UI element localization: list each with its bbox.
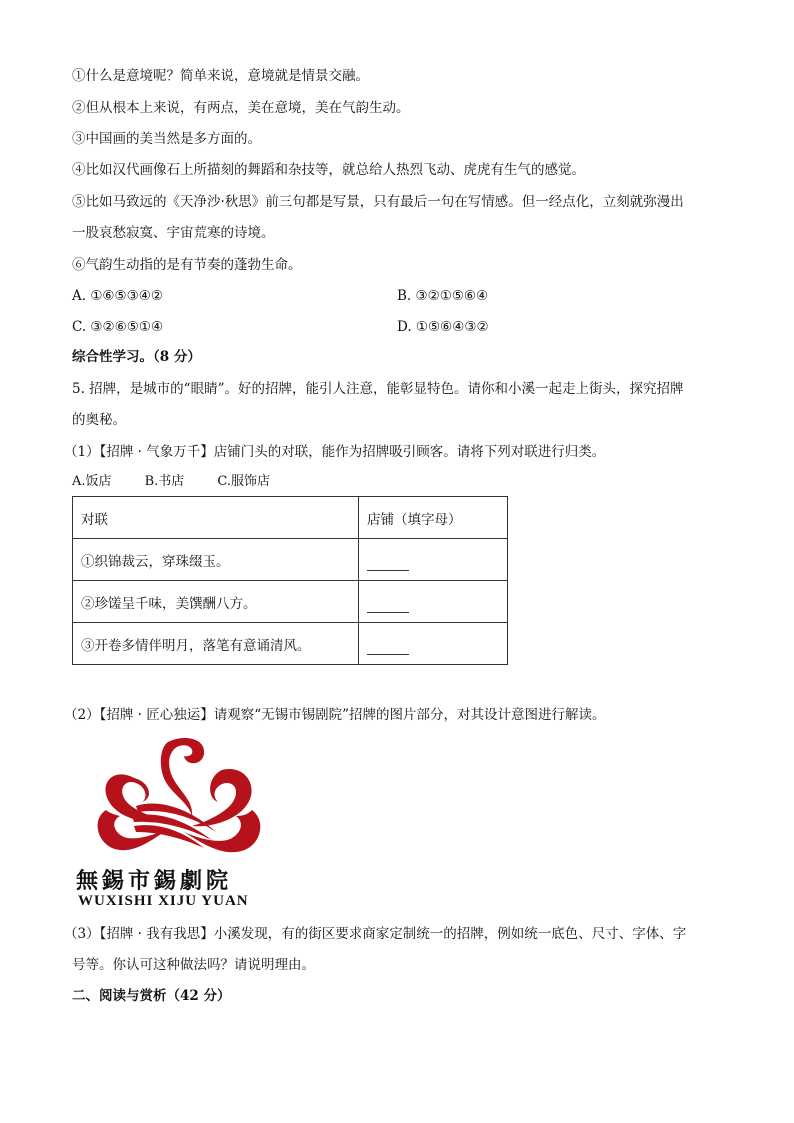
question-5-intro-line-1: 5. 招牌，是城市的“眼睛”。好的招牌，能引人注意，能彰显特色。请你和小溪一起走上街头，探究招牌 [72,381,684,397]
sentence-4: ④比如汉代画像石上所描刻的舞蹈和杂技等，就总给人热烈飞动、虎虎有生气的感觉。 [72,162,585,178]
table-row [73,581,508,623]
option-c[interactable]: C. ③②⑥⑤①④ [72,319,164,335]
sentence-5: ⑤比如马致远的《天净沙·秋思》前三句都是写景，只有最后一句在写情感。但一经点化，立刻就弥漫出 [72,194,684,210]
table-header-row [73,497,508,539]
answer-cell-1[interactable] [359,539,508,581]
section-heading-comprehensive: 综合性学习。（8 分） [72,349,201,365]
question-5-part-3-line-2: 号等。你认可这种做法吗？请说明理由。 [72,957,315,973]
header-shop: 店铺（填字母） [359,497,508,539]
answer-cell-3[interactable] [359,623,508,665]
question-5-part-3-line-1: （3）【招牌 · 我有我思】小溪发现，有的街区要求商家定制统一的招牌，例如统一底色、尺寸、字体、字 [64,926,687,942]
sentence-5-continued: 一股哀愁寂寞、宇宙荒寒的诗境。 [72,225,275,241]
shop-choices: A.饭店 B.书店 C.服饰店 [72,474,270,489]
sentence-6: ⑥气韵生动指的是有节奏的蓬勃生命。 [72,257,302,273]
logo-english-name: WUXISHI XIJU YUAN [78,893,249,909]
option-d[interactable]: D. ①⑤⑥④③② [397,319,489,335]
question-5-part-1: （1）【招牌 · 气象万千】店铺门头的对联，能作为招牌吸引顾客。请将下列对联进行归类。 [64,444,606,460]
answer-blank[interactable] [367,640,409,655]
couplet-table [72,496,508,665]
question-5-part-2: （2）【招牌 · 匠心独运】请观察“无锡市锡剧院”招牌的图片部分，对其设计意图进行解读。 [64,707,606,723]
answer-blank[interactable] [367,598,409,613]
plum-blossom-emblem-icon [76,736,276,866]
option-a[interactable]: A. ①⑥⑤③④② [72,288,163,304]
sentence-1: ①什么是意境呢？简单来说，意境就是情景交融。 [72,68,369,84]
couplet-3: ③开卷多情伴明月，落笔有意诵清风。 [73,623,359,665]
answer-cell-2[interactable] [359,581,508,623]
table-row [73,623,508,665]
sentence-3: ③中国画的美当然是多方面的。 [72,131,261,147]
wuxi-opera-house-logo [76,736,276,916]
option-b[interactable]: B. ③②①⑤⑥④ [397,288,489,304]
table-row [73,539,508,581]
logo-chinese-name: 無錫市錫劇院 [76,868,233,894]
couplet-1: ①织锦裁云，穿珠缀玉。 [73,539,359,581]
sentence-2: ②但从根本上来说，有两点，美在意境，美在气韵生动。 [72,100,410,116]
section-heading-reading: 二、阅读与赏析（42 分） [72,988,231,1004]
question-5-intro-line-2: 的奥秘。 [72,412,126,428]
answer-blank[interactable] [367,556,409,571]
header-couplet: 对联 [73,497,359,539]
couplet-2: ②珍馐呈千味，美馔酬八方。 [73,581,359,623]
